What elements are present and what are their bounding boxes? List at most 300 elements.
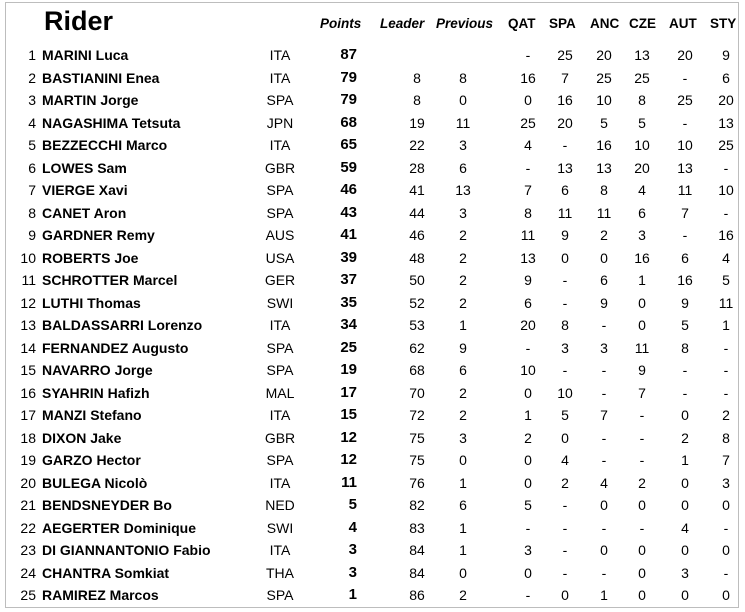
rider-nationality: SPA bbox=[266, 92, 294, 108]
rider-nationality: GBR bbox=[264, 159, 296, 176]
race-result-spa: 9 bbox=[561, 227, 569, 243]
table-row bbox=[0, 247, 745, 270]
race-result-anc: - bbox=[601, 429, 607, 446]
race-result-sty: 4 bbox=[722, 249, 730, 266]
rider-position: 15 bbox=[20, 362, 36, 378]
race-result-aut: - bbox=[682, 114, 688, 131]
race-result-sty: 0 bbox=[722, 587, 730, 603]
race-result-qat: 5 bbox=[524, 497, 532, 513]
rider-gap-leader: 62 bbox=[409, 339, 425, 356]
race-result-sty: - bbox=[723, 564, 729, 581]
table-row bbox=[0, 202, 745, 225]
race-result-qat: 0 bbox=[524, 384, 532, 401]
race-result-anc: 2 bbox=[600, 227, 608, 243]
race-result-aut: 20 bbox=[677, 47, 693, 63]
rider-nationality: ITA bbox=[269, 542, 291, 558]
race-result-spa: 10 bbox=[557, 384, 573, 401]
race-result-sty: 1 bbox=[722, 317, 730, 333]
race-result-aut: 0 bbox=[681, 497, 689, 513]
table-row bbox=[0, 269, 745, 292]
rider-name: BEZZECCHI Marco bbox=[42, 137, 168, 153]
rider-name: MARINI Luca bbox=[42, 47, 129, 63]
race-result-anc: 6 bbox=[600, 272, 608, 288]
race-result-spa: 25 bbox=[557, 47, 573, 63]
race-result-qat: 20 bbox=[520, 317, 536, 333]
race-result-aut: 2 bbox=[681, 429, 689, 446]
table-row bbox=[0, 112, 745, 135]
rider-nationality: SWI bbox=[266, 294, 294, 311]
race-result-anc: 4 bbox=[600, 474, 608, 491]
race-result-cze: 0 bbox=[638, 497, 646, 513]
rider-name: BENDSNEYDER Bo bbox=[42, 497, 172, 513]
race-result-sty: 2 bbox=[722, 407, 730, 423]
race-result-sty: 25 bbox=[718, 137, 734, 153]
rider-gap-leader: 84 bbox=[409, 564, 425, 581]
race-result-aut: 4 bbox=[681, 519, 689, 536]
race-result-cze: 10 bbox=[634, 137, 650, 153]
race-result-sty: 7 bbox=[722, 452, 730, 468]
race-result-cze: 9 bbox=[638, 362, 646, 378]
rider-position: 25 bbox=[20, 587, 36, 603]
race-result-qat: 7 bbox=[524, 182, 532, 198]
race-result-cze: 16 bbox=[634, 249, 650, 266]
rider-gap-previous: 6 bbox=[459, 159, 467, 176]
race-result-aut: 8 bbox=[681, 339, 689, 356]
race-result-cze: 3 bbox=[638, 227, 646, 243]
race-result-cze: - bbox=[639, 407, 645, 423]
rider-name: MARTIN Jorge bbox=[42, 92, 139, 108]
rider-position: 24 bbox=[20, 564, 36, 581]
rider-gap-leader: 19 bbox=[409, 114, 425, 131]
rider-nationality: SWI bbox=[266, 519, 294, 536]
rider-nationality: ITA bbox=[269, 474, 291, 491]
rider-position: 11 bbox=[21, 272, 36, 288]
table-row bbox=[0, 292, 745, 315]
race-result-cze: 6 bbox=[638, 204, 646, 221]
race-result-spa: - bbox=[562, 294, 568, 311]
race-result-cze: 0 bbox=[638, 564, 646, 581]
header-race-spa: SPA bbox=[549, 16, 576, 31]
race-result-anc: - bbox=[601, 452, 607, 468]
race-result-sty: 6 bbox=[722, 69, 730, 86]
race-result-anc: 3 bbox=[600, 339, 608, 356]
rider-nationality: GER bbox=[264, 272, 296, 288]
race-result-sty: - bbox=[723, 362, 729, 378]
rider-gap-previous: 3 bbox=[459, 429, 467, 446]
race-result-qat: 0 bbox=[524, 564, 532, 581]
race-result-spa: 8 bbox=[561, 317, 569, 333]
race-result-cze: - bbox=[639, 519, 645, 536]
table-row bbox=[0, 157, 745, 180]
rider-name: LOWES Sam bbox=[42, 159, 127, 176]
rider-gap-previous: 0 bbox=[459, 452, 467, 468]
race-result-cze: 13 bbox=[634, 47, 650, 63]
race-result-aut: - bbox=[682, 227, 688, 243]
race-result-cze: 0 bbox=[638, 317, 646, 333]
race-result-qat: 1 bbox=[524, 407, 532, 423]
rider-position: 5 bbox=[28, 137, 36, 153]
race-result-anc: - bbox=[601, 362, 607, 378]
rider-points: 11 bbox=[341, 473, 357, 491]
race-result-qat: - bbox=[525, 339, 531, 356]
rider-points: 19 bbox=[340, 361, 357, 378]
race-result-aut: - bbox=[682, 362, 688, 378]
race-result-spa: 13 bbox=[557, 159, 573, 176]
race-result-sty: - bbox=[723, 204, 729, 221]
race-result-anc: 7 bbox=[600, 407, 608, 423]
rider-position: 23 bbox=[20, 542, 36, 558]
rider-gap-previous: 2 bbox=[459, 384, 467, 401]
rider-nationality: ITA bbox=[269, 69, 291, 86]
rider-name: FERNANDEZ Augusto bbox=[42, 339, 189, 356]
rider-nationality: SPA bbox=[266, 362, 294, 378]
race-result-qat: 16 bbox=[520, 69, 536, 86]
rider-position: 4 bbox=[28, 114, 36, 131]
rider-gap-previous: 0 bbox=[459, 92, 467, 108]
race-result-cze: 4 bbox=[638, 182, 646, 198]
rider-position: 3 bbox=[28, 92, 36, 108]
race-result-aut: 16 bbox=[677, 272, 693, 288]
rider-gap-previous: 2 bbox=[459, 249, 467, 266]
rider-position: 21 bbox=[20, 497, 36, 513]
race-result-sty: - bbox=[723, 339, 729, 356]
rider-name: GARDNER Remy bbox=[42, 227, 155, 243]
race-result-anc: 13 bbox=[596, 159, 612, 176]
race-result-spa: - bbox=[562, 362, 568, 378]
race-result-sty: - bbox=[723, 159, 729, 176]
race-result-aut: 0 bbox=[681, 542, 689, 558]
rider-gap-leader: 86 bbox=[409, 587, 425, 603]
header-previous: Previous bbox=[436, 16, 494, 31]
race-result-qat: 25 bbox=[520, 114, 536, 131]
rider-name: BALDASSARRI Lorenzo bbox=[42, 317, 203, 333]
rider-nationality: SPA bbox=[266, 587, 294, 603]
race-result-sty: 10 bbox=[718, 182, 734, 198]
race-result-anc: 1 bbox=[600, 587, 608, 603]
race-result-qat: 13 bbox=[520, 249, 536, 266]
table-row bbox=[0, 562, 745, 585]
table-row bbox=[0, 337, 745, 360]
rider-name: GARZO Hector bbox=[42, 452, 141, 468]
rider-points: 87 bbox=[340, 46, 357, 63]
race-result-spa: 0 bbox=[561, 249, 569, 266]
race-result-qat: 8 bbox=[524, 204, 532, 221]
rider-gap-previous: 2 bbox=[459, 272, 467, 288]
rider-gap-leader: 28 bbox=[409, 159, 425, 176]
rider-name: AEGERTER Dominique bbox=[42, 519, 197, 536]
rider-points: 3 bbox=[348, 541, 357, 558]
race-result-sty: 11 bbox=[718, 294, 734, 311]
race-result-anc: 16 bbox=[596, 137, 612, 153]
rider-gap-previous: 2 bbox=[459, 227, 467, 243]
rider-name: BULEGA Nicolò bbox=[42, 474, 148, 491]
rider-nationality: JPN bbox=[266, 114, 294, 131]
rider-points: 35 bbox=[340, 293, 357, 311]
race-result-spa: 5 bbox=[561, 407, 569, 423]
rider-position: 18 bbox=[20, 429, 36, 446]
race-result-sty: 0 bbox=[722, 497, 730, 513]
table-row bbox=[0, 359, 745, 382]
rider-name: NAGASHIMA Tetsuta bbox=[42, 114, 181, 131]
rider-nationality: NED bbox=[265, 497, 295, 513]
race-result-sty: 20 bbox=[718, 92, 734, 108]
rider-gap-leader: 50 bbox=[409, 272, 425, 288]
race-result-anc: 8 bbox=[600, 182, 608, 198]
rider-position: 2 bbox=[28, 69, 36, 86]
race-result-aut: 0 bbox=[681, 407, 689, 423]
race-result-cze: 8 bbox=[638, 92, 646, 108]
rider-nationality: GBR bbox=[264, 429, 296, 446]
race-result-anc: - bbox=[601, 564, 607, 581]
table-row bbox=[0, 134, 745, 157]
rider-points: 17 bbox=[340, 383, 357, 401]
race-result-cze: - bbox=[639, 429, 645, 446]
rider-points: 5 bbox=[348, 496, 357, 513]
race-result-cze: 0 bbox=[638, 542, 646, 558]
rider-gap-previous: 2 bbox=[459, 407, 467, 423]
race-result-spa: - bbox=[562, 519, 568, 536]
header-race-qat: QAT bbox=[508, 16, 536, 31]
rider-nationality: ITA bbox=[269, 407, 291, 423]
race-result-sty: 3 bbox=[722, 474, 730, 491]
table-row bbox=[0, 44, 745, 67]
race-result-spa: - bbox=[562, 272, 568, 288]
header-race-anc: ANC bbox=[590, 16, 620, 31]
race-result-aut: - bbox=[682, 384, 688, 401]
rider-gap-leader: 48 bbox=[409, 249, 425, 266]
race-result-aut: 9 bbox=[681, 294, 689, 311]
rider-gap-leader: 22 bbox=[409, 137, 425, 153]
rider-nationality: SPA bbox=[266, 339, 294, 356]
rider-gap-leader: 53 bbox=[409, 317, 425, 333]
race-result-spa: 7 bbox=[561, 69, 569, 86]
rider-gap-previous: 1 bbox=[459, 542, 467, 558]
rider-name: CANET Aron bbox=[42, 204, 127, 221]
table-title: Rider bbox=[44, 6, 114, 36]
race-result-qat: 6 bbox=[524, 294, 532, 311]
table-row bbox=[0, 584, 745, 607]
race-result-spa: - bbox=[562, 497, 568, 513]
race-result-qat: 0 bbox=[524, 452, 532, 468]
rider-position: 1 bbox=[28, 47, 36, 63]
race-result-spa: 3 bbox=[561, 339, 569, 356]
race-result-aut: 13 bbox=[677, 159, 693, 176]
rider-gap-leader: 8 bbox=[413, 92, 421, 108]
rider-gap-previous: 1 bbox=[459, 317, 467, 333]
table-row bbox=[0, 382, 745, 405]
race-result-cze: 1 bbox=[638, 272, 646, 288]
rider-name: ROBERTS Joe bbox=[42, 249, 139, 266]
table-row bbox=[0, 494, 745, 517]
rider-gap-leader: 82 bbox=[409, 497, 425, 513]
rider-name: CHANTRA Somkiat bbox=[42, 564, 170, 581]
rider-points: 34 bbox=[340, 316, 357, 333]
race-result-spa: 11 bbox=[557, 204, 573, 221]
race-result-spa: 16 bbox=[557, 92, 573, 108]
rider-position: 8 bbox=[28, 204, 36, 221]
rider-nationality: THA bbox=[266, 564, 294, 581]
rider-gap-previous: 11 bbox=[455, 114, 471, 131]
rider-gap-previous: 3 bbox=[459, 137, 467, 153]
race-result-aut: 0 bbox=[681, 474, 689, 491]
race-result-aut: 10 bbox=[677, 137, 693, 153]
race-result-aut: 3 bbox=[681, 564, 689, 581]
race-result-anc: 0 bbox=[600, 542, 608, 558]
race-result-qat: - bbox=[525, 159, 531, 176]
race-result-spa: - bbox=[562, 542, 568, 558]
rider-gap-previous: 13 bbox=[455, 182, 471, 198]
rider-points: 59 bbox=[340, 158, 357, 176]
race-result-qat: 9 bbox=[524, 272, 532, 288]
rider-gap-leader: 84 bbox=[409, 542, 425, 558]
rider-gap-leader: 44 bbox=[409, 204, 425, 221]
race-result-qat: 2 bbox=[524, 429, 532, 446]
rider-position: 13 bbox=[20, 317, 36, 333]
rider-position: 19 bbox=[20, 452, 36, 468]
race-result-sty: - bbox=[723, 384, 729, 401]
race-result-anc: - bbox=[601, 519, 607, 536]
rider-nationality: SPA bbox=[266, 182, 294, 198]
race-result-anc: 0 bbox=[600, 249, 608, 266]
table-row bbox=[0, 427, 745, 450]
race-result-anc: 0 bbox=[600, 497, 608, 513]
rider-gap-previous: 8 bbox=[459, 69, 467, 86]
rider-points: 4 bbox=[348, 518, 357, 536]
rider-points: 79 bbox=[340, 91, 357, 108]
rider-points: 25 bbox=[340, 338, 357, 356]
rider-gap-previous: 9 bbox=[459, 339, 467, 356]
rider-gap-leader: 46 bbox=[409, 227, 425, 243]
rider-nationality: SPA bbox=[266, 452, 294, 468]
rider-position: 17 bbox=[20, 407, 36, 423]
table-row bbox=[0, 404, 745, 427]
race-result-spa: 4 bbox=[561, 452, 569, 468]
race-result-cze: - bbox=[639, 452, 645, 468]
race-result-cze: 11 bbox=[634, 339, 650, 356]
race-result-anc: 5 bbox=[600, 114, 608, 131]
race-result-aut: 0 bbox=[681, 587, 689, 603]
rider-nationality: ITA bbox=[269, 137, 291, 153]
rider-gap-previous: 2 bbox=[459, 294, 467, 311]
race-result-sty: 13 bbox=[718, 114, 734, 131]
rider-points: 68 bbox=[340, 113, 357, 131]
rider-name: RAMIREZ Marcos bbox=[42, 587, 159, 603]
race-result-aut: 7 bbox=[681, 204, 689, 221]
rider-nationality: USA bbox=[265, 249, 295, 266]
rider-name: DI GIANNANTONIO Fabio bbox=[42, 542, 211, 558]
race-result-aut: 1 bbox=[681, 452, 689, 468]
rider-points: 43 bbox=[340, 203, 357, 221]
rider-points: 79 bbox=[340, 68, 357, 86]
rider-gap-previous: 2 bbox=[459, 587, 467, 603]
race-result-sty: 16 bbox=[718, 227, 734, 243]
race-result-spa: - bbox=[562, 564, 568, 581]
rider-points: 12 bbox=[340, 451, 357, 468]
rider-gap-leader: 75 bbox=[409, 452, 425, 468]
rider-name: NAVARRO Jorge bbox=[42, 362, 153, 378]
rider-points: 3 bbox=[348, 563, 357, 581]
rider-gap-leader: 41 bbox=[409, 182, 425, 198]
race-result-aut: 11 bbox=[677, 182, 693, 198]
race-result-anc: 10 bbox=[596, 92, 612, 108]
rider-name: LUTHI Thomas bbox=[42, 294, 141, 311]
race-result-qat: - bbox=[525, 47, 531, 63]
race-result-qat: 4 bbox=[524, 137, 532, 153]
race-result-sty: - bbox=[723, 519, 729, 536]
race-result-cze: 5 bbox=[638, 114, 646, 131]
header-race-sty: STY bbox=[710, 16, 737, 31]
table-row bbox=[0, 539, 745, 562]
race-result-sty: 8 bbox=[722, 429, 730, 446]
rider-position: 20 bbox=[20, 474, 36, 491]
race-result-spa: 6 bbox=[561, 182, 569, 198]
header-leader: Leader bbox=[380, 16, 425, 31]
rider-points: 65 bbox=[340, 136, 357, 153]
race-result-anc: 25 bbox=[596, 69, 612, 86]
rider-name: VIERGE Xavi bbox=[42, 182, 128, 198]
race-result-aut: 6 bbox=[681, 249, 689, 266]
race-result-sty: 5 bbox=[722, 272, 730, 288]
rider-name: BASTIANINI Enea bbox=[42, 69, 160, 86]
rider-gap-leader: 76 bbox=[409, 474, 425, 491]
rider-position: 14 bbox=[20, 339, 36, 356]
table-row bbox=[0, 517, 745, 540]
table-row bbox=[0, 449, 745, 472]
race-result-anc: - bbox=[601, 384, 607, 401]
table-row bbox=[0, 67, 745, 90]
header-race-cze: CZE bbox=[629, 16, 656, 31]
rider-nationality: ITA bbox=[269, 317, 291, 333]
rider-gap-leader: 70 bbox=[409, 384, 425, 401]
race-result-qat: - bbox=[525, 587, 531, 603]
rider-gap-previous: 0 bbox=[459, 564, 467, 581]
race-result-anc: 11 bbox=[596, 204, 612, 221]
rider-nationality: SPA bbox=[266, 204, 294, 221]
rider-nationality: MAL bbox=[265, 384, 295, 401]
header-points: Points bbox=[320, 16, 362, 31]
rider-position: 6 bbox=[28, 159, 36, 176]
table-row bbox=[0, 314, 745, 337]
race-result-cze: 2 bbox=[638, 474, 646, 491]
race-result-anc: 9 bbox=[600, 294, 608, 311]
race-result-qat: 0 bbox=[524, 474, 532, 491]
race-result-spa: - bbox=[562, 137, 568, 153]
rider-gap-leader: 8 bbox=[413, 69, 421, 86]
rider-position: 12 bbox=[20, 294, 36, 311]
rider-position: 22 bbox=[20, 519, 36, 536]
rider-gap-previous: 1 bbox=[459, 474, 467, 491]
rider-gap-leader: 68 bbox=[409, 362, 425, 378]
rider-name: MANZI Stefano bbox=[42, 407, 142, 423]
table-row bbox=[0, 179, 745, 202]
table-row bbox=[0, 89, 745, 112]
race-result-qat: 0 bbox=[524, 92, 532, 108]
race-result-spa: 2 bbox=[561, 474, 569, 491]
rider-nationality: AUS bbox=[265, 227, 295, 243]
race-result-qat: - bbox=[525, 519, 531, 536]
race-result-aut: 25 bbox=[677, 92, 693, 108]
rider-gap-leader: 83 bbox=[409, 519, 425, 536]
race-result-cze: 7 bbox=[638, 384, 646, 401]
rider-name: SYAHRIN Hafizh bbox=[42, 384, 150, 401]
rider-position: 10 bbox=[20, 249, 36, 266]
race-result-qat: 11 bbox=[520, 227, 536, 243]
race-result-anc: - bbox=[601, 317, 607, 333]
race-result-spa: 20 bbox=[557, 114, 573, 131]
race-result-sty: 9 bbox=[722, 47, 730, 63]
rider-points: 41 bbox=[340, 226, 357, 243]
race-result-spa: 0 bbox=[561, 587, 569, 603]
